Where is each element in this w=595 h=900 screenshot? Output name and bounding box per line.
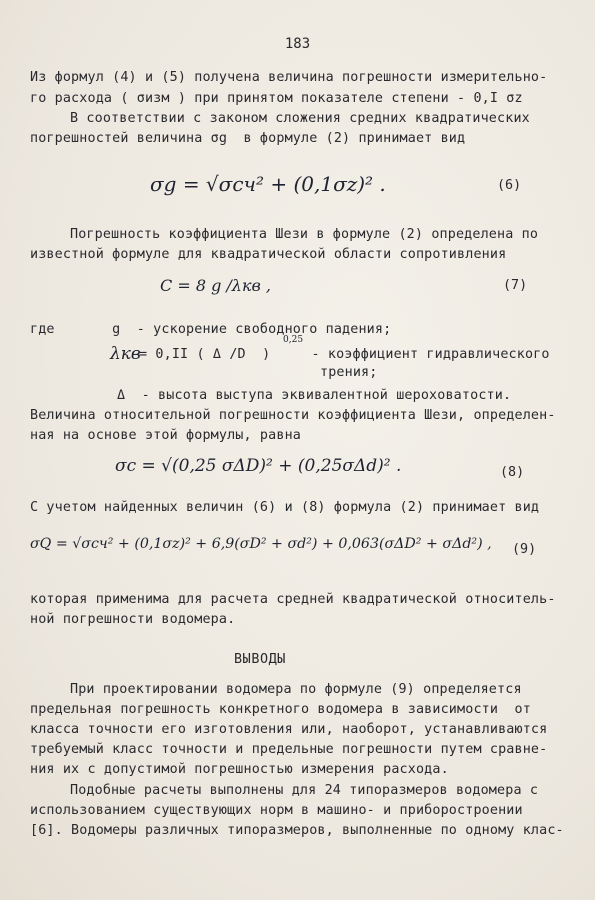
text-line: ная на основе этой формулы, равна [30, 428, 301, 443]
text-line: При проектировании водомера по формуле (9) определяется [70, 682, 522, 697]
text-line: С учетом найденных величин (6) и (8) формула (2) принимает вид [30, 500, 540, 515]
text-line: которая применима для расчета средней квадратической относитель- [30, 592, 556, 607]
text-line: Δ - высота выступа эквивалентной шероховатости. [117, 388, 512, 403]
text-line: известной формуле для квадратической области сопротивления [30, 247, 507, 262]
text-line: Из формул (4) и (5) получена величина погрешности измерительно- [30, 70, 548, 85]
text-line: ния их с допустимой погрешностью измерения расхода. [30, 762, 449, 777]
exponent: 0,25 [283, 335, 304, 345]
text-line: Подобные расчеты выполнены для 24 типоразмеров водомера с [70, 783, 539, 798]
text-line: погрешностей величина σg в формуле (2) принимает вид [30, 131, 466, 146]
equation-8-number: (8) [500, 465, 525, 480]
equation-7: C = 8 g /λкв , [160, 276, 271, 295]
text-line: требуемый класс точности и предельные погрешности путем сравне- [30, 742, 548, 757]
text-line: = 0,II ( Δ /D ) - коэффициент гидравлического [139, 347, 550, 362]
equation-9: σQ = √σсч² + (0,1σz)² + 6,9(σD² + σd²) + 0,063(σΔD² + σΔd²) , [30, 536, 492, 552]
section-heading: ВЫВОДЫ [234, 652, 286, 667]
text-line: трения; [320, 365, 378, 380]
equation-8: σc = √(0,25 σΔD)² + (0,25σΔd)² . [115, 456, 402, 476]
equation-6-number: (6) [497, 178, 522, 193]
text-line: предельная погрешность конкретного водомера в зависимости от [30, 702, 531, 717]
text-line: класса точности его изготовления или, наоборот, устанавливаются [30, 722, 548, 737]
text-line: ной погрешности водомера. [30, 612, 236, 627]
equation-6: σg = √σсч² + (0,1σz)² . [150, 172, 386, 196]
page-number: 183 [284, 36, 311, 52]
text-line: [6]. Водомеры различных типоразмеров, выполненные по одному клас- [30, 823, 564, 838]
text-line: Погрешность коэффициента Шези в формуле (2) определена по [70, 227, 539, 242]
lambda-symbol: λкв [110, 344, 141, 364]
text-line: использованием существующих норм в машино- и приборостроении [30, 803, 523, 818]
equation-7-number: (7) [503, 278, 528, 293]
equation-9-number: (9) [512, 542, 537, 557]
text-line: где g - ускорение свободного падения; [30, 322, 392, 337]
text-line: В соответствии с законом сложения средних квадратических [70, 111, 530, 126]
text-line: Величина относительной погрешности коэффициента Шези, определен- [30, 408, 556, 423]
text-line: го расхода ( σизм ) при принятом показателе степени - 0,I σz [30, 91, 523, 106]
